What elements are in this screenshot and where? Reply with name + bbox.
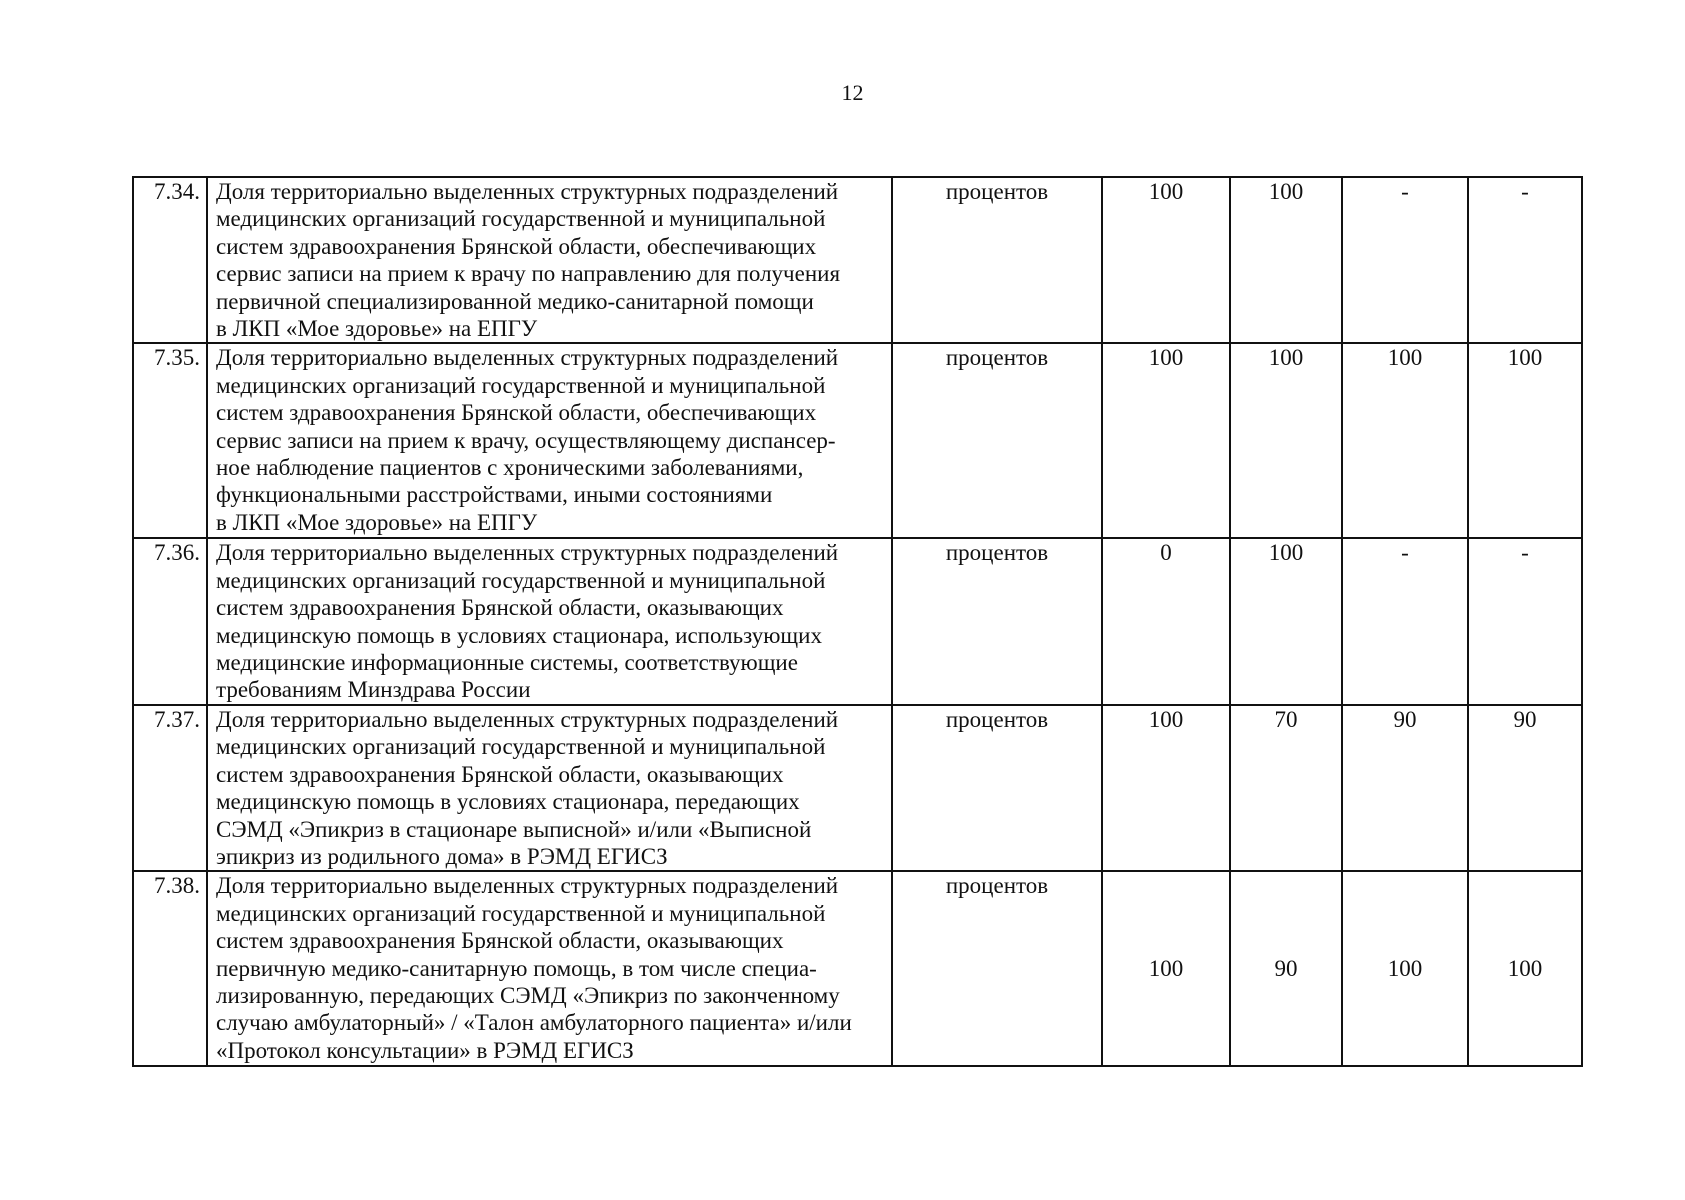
unit-cell: процентов: [892, 705, 1102, 871]
description-line: в ЛКП «Мое здоровье» на ЕПГУ: [216, 509, 538, 535]
value-cell-2: 90: [1230, 871, 1342, 1066]
table-row: [133, 705, 1582, 871]
value-cell-4: 90: [1468, 705, 1582, 871]
description-line: сервис записи на прием к врачу по направлению для получения: [216, 261, 841, 287]
description-line: эпикриз из родильного дома» в РЭМД ЕГИСЗ: [216, 843, 668, 869]
row-number: 7.34.: [133, 177, 207, 343]
description-line: Доля территориально выделенных структурных подразделений: [216, 873, 839, 899]
description-line: медицинских организаций государственной и муниципальной: [216, 206, 826, 232]
table-row: [133, 177, 1582, 343]
value-cell-2: 100: [1230, 177, 1342, 343]
value-cell-3: -: [1342, 177, 1468, 343]
value-cell-2: 70: [1230, 705, 1342, 871]
description-line: лизированную, передающих СЭМД «Эпикриз по законченному: [216, 982, 840, 1008]
page-number: 12: [841, 80, 864, 105]
value-cell-1: 0: [1102, 538, 1230, 704]
table-row: [133, 871, 1582, 1066]
description-line: систем здравоохранения Брянской области, оказывающих: [216, 595, 784, 621]
table-row: [133, 538, 1582, 704]
value-cell-4: 100: [1468, 343, 1582, 538]
description-line: медицинскую помощь в условиях стационара, использующих: [216, 622, 822, 648]
value-cell-2: 100: [1230, 343, 1342, 538]
value-cell-1: 100: [1102, 343, 1230, 538]
description-line: медицинские информационные системы, соответствующие: [216, 650, 798, 676]
unit-cell: процентов: [892, 538, 1102, 704]
description-line: медицинских организаций государственной и муниципальной: [216, 900, 826, 926]
description-line: случаю амбулаторный» / «Талон амбулаторного пациента» и/или: [216, 1010, 852, 1036]
value-cell-3: 100: [1342, 343, 1468, 538]
value-cell-4: -: [1468, 177, 1582, 343]
description-line: систем здравоохранения Брянской области, оказывающих: [216, 928, 784, 954]
description-line: первичную медико-санитарную помощь, в том числе специа-: [216, 955, 817, 981]
value-cell-3: -: [1342, 538, 1468, 704]
value-cell-1: 100: [1102, 177, 1230, 343]
description-line: функциональными расстройствами, иными состояниями: [216, 482, 773, 508]
description-line: ное наблюдение пациентов с хроническими заболеваниями,: [216, 455, 804, 481]
description-line: требованиям Минздрава России: [216, 677, 531, 703]
unit-cell: процентов: [892, 177, 1102, 343]
indicator-description: [207, 343, 892, 538]
indicator-description: [207, 538, 892, 704]
description-line: медицинскую помощь в условиях стационара, передающих: [216, 789, 800, 815]
unit-cell: процентов: [892, 871, 1102, 1066]
value-cell-4: 100: [1468, 871, 1582, 1066]
value-cell-3: 100: [1342, 871, 1468, 1066]
row-number: 7.36.: [133, 538, 207, 704]
unit-cell: процентов: [892, 343, 1102, 538]
description-line: Доля территориально выделенных структурных подразделений: [216, 540, 839, 566]
row-number: 7.35.: [133, 343, 207, 538]
indicators-table: [132, 176, 1583, 1067]
table-row: [133, 343, 1582, 538]
description-line: сервис записи на прием к врачу, осуществляющему диспансер-: [216, 427, 836, 453]
row-number: 7.37.: [133, 705, 207, 871]
value-cell-2: 100: [1230, 538, 1342, 704]
description-line: Доля территориально выделенных структурных подразделений: [216, 345, 839, 371]
description-line: медицинских организаций государственной и муниципальной: [216, 567, 826, 593]
description-line: СЭМД «Эпикриз в стационаре выписной» и/или «Выписной: [216, 816, 812, 842]
value-cell-1: 100: [1102, 705, 1230, 871]
description-line: систем здравоохранения Брянской области, обеспечивающих: [216, 400, 817, 426]
value-cell-3: 90: [1342, 705, 1468, 871]
indicator-description: [207, 871, 892, 1066]
indicator-description: [207, 177, 892, 343]
description-line: в ЛКП «Мое здоровье» на ЕПГУ: [216, 316, 538, 342]
description-line: Доля территориально выделенных структурных подразделений: [216, 706, 839, 732]
value-cell-1: 100: [1102, 871, 1230, 1066]
description-line: первичной специализированной медико-санитарной помощи: [216, 288, 814, 314]
description-line: систем здравоохранения Брянской области, обеспечивающих: [216, 233, 817, 259]
value-cell-4: -: [1468, 538, 1582, 704]
description-line: медицинских организаций государственной и муниципальной: [216, 372, 826, 398]
description-line: систем здравоохранения Брянской области, оказывающих: [216, 761, 784, 787]
description-line: Доля территориально выделенных структурных подразделений: [216, 179, 839, 204]
indicator-description: [207, 705, 892, 871]
row-number: 7.38.: [133, 871, 207, 1066]
description-line: медицинских организаций государственной и муниципальной: [216, 734, 826, 760]
description-line: «Протокол консультации» в РЭМД ЕГИСЗ: [216, 1037, 634, 1063]
